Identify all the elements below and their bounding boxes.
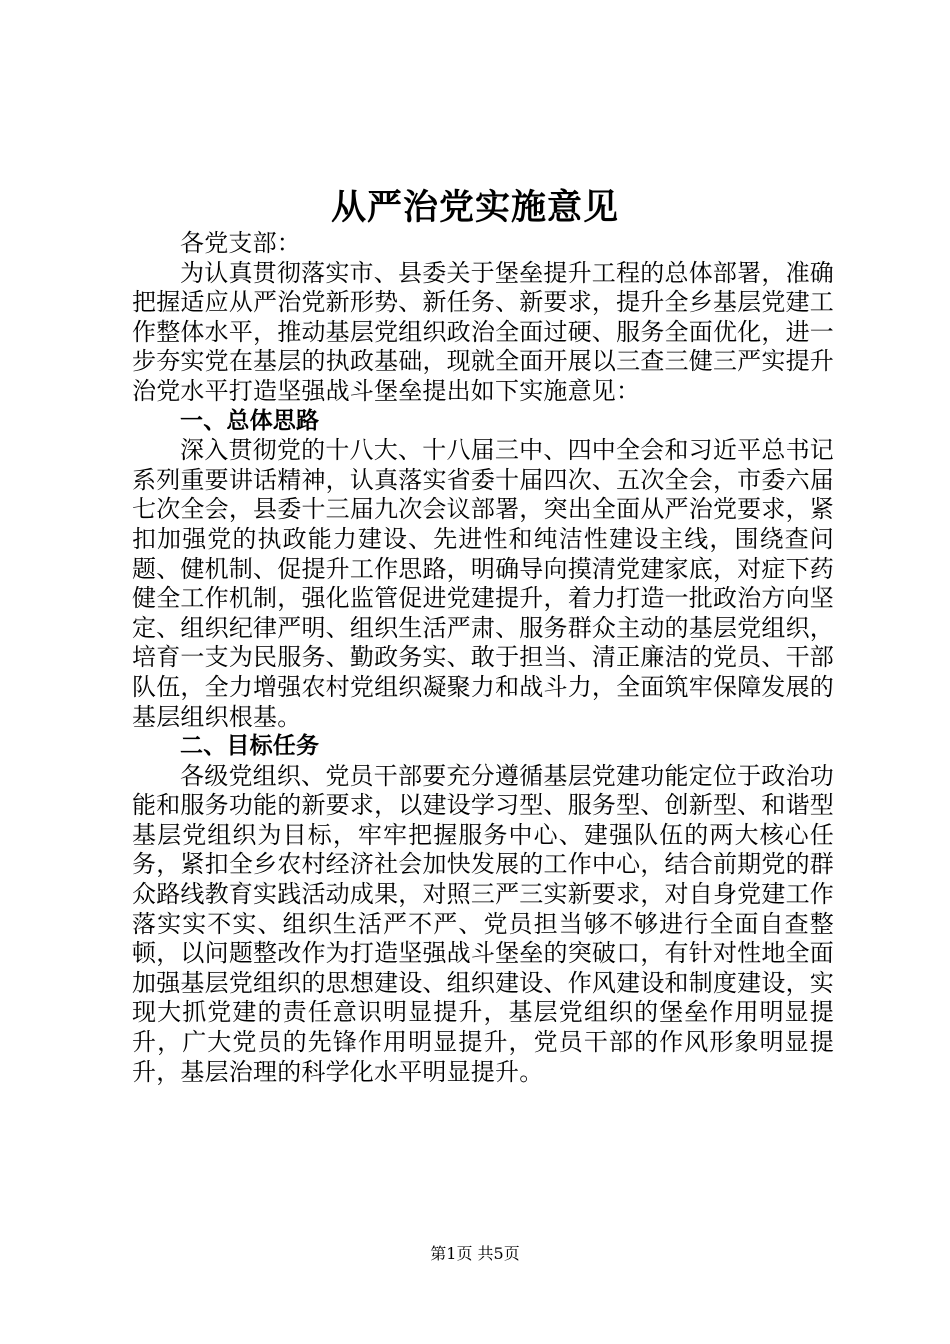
document-title: 从严治党实施意见 (330, 187, 619, 228)
section-heading-goals-tasks: 二、目标任务 (180, 733, 320, 760)
section-body-goals-tasks: 各级党组织、党员干部要充分遵循基层党建功能定位于政治功能和服务功能的新要求，以建设学习型、服务型、创新型、和谐型基层党组织为目标，牢牢把握服务中心、建强队伍的两大核心任务，紧扣全乡农村经济社会加快发展的工作中心，结合前期党的群众路线教育实践活动成果，对照三严三实新要求，对自身党建工作落实实不实、组织生活严不严、党员担当够不够进行全面自查整顿，以问题整改作为打造坚强战斗堡垒的突破口，有针对性地全面加强基层党组织的思想建设、组织建设、作风建设和制度建设，实现大抓党建的责任意识明显提升，基层党组织的堡垒作用明显提升，广大党员的先锋作用明显提升，党员干部的作风形象明显提升，基层治理的科学化水平明显提升。 (132, 761, 834, 1086)
document-body (132, 229, 834, 1087)
page-number-footer: 第1页 共5页 (430, 1244, 520, 1263)
section-body-overall-approach: 深入贯彻党的十八大、十八届三中、四中全会和习近平总书记系列重要讲话精神，认真落实省委十届四次、五次全会，市委六届七次全会，县委十三届九次会议部署，突出全面从严治党要求，紧扣加强党的执政能力建设、先进性和纯洁性建设主线，围绕查问题、健机制、促提升工作思路，明确导向摸清党建家底，对症下药健全工作机制，强化监管促进党建提升，着力打造一批政治方向坚定、组织纪律严明、组织生活严肃、服务群众主动的基层党组织，培育一支为民服务、勤政务实、敢于担当、清正廉洁的党员、干部队伍，全力增强农村党组织凝聚力和战斗力，全面筑牢保障发展的基层组织根基。 (132, 436, 834, 731)
section-heading-overall-approach: 一、总体思路 (180, 407, 320, 434)
salutation: 各党支部： (180, 229, 301, 257)
intro-paragraph: 为认真贯彻落实市、县委关于堡垒提升工程的总体部署，准确把握适应从严治党新形势、新任务、新要求，提升全乡基层党建工作整体水平，推动基层党组织政治全面过硬、服务全面优化，进一步夯实党在基层的执政基础，现就全面开展以三查三健三严实提升治党水平打造坚强战斗堡垒提出如下实施意见： (132, 258, 834, 405)
